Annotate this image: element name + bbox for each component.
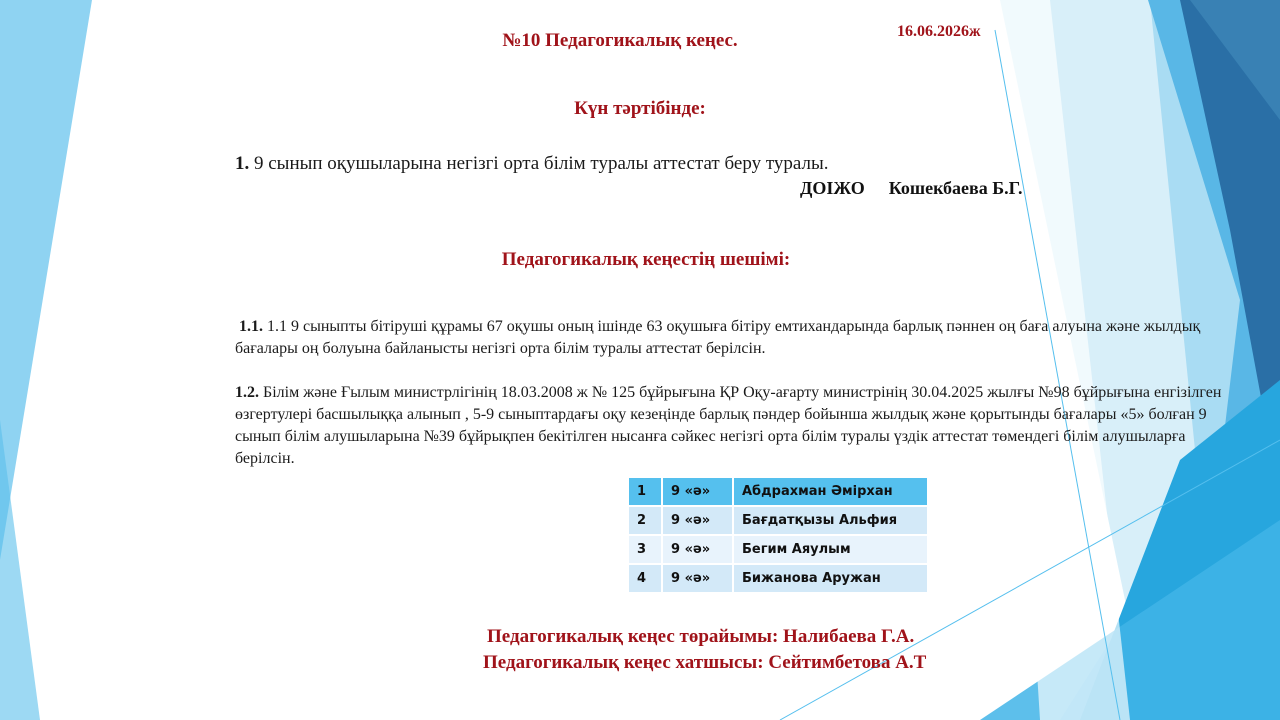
row-class: 9 «ә» bbox=[662, 535, 733, 564]
table-row bbox=[628, 506, 928, 535]
row-class: 9 «ә» bbox=[662, 506, 733, 535]
responsible-org: ДОІЖО bbox=[800, 178, 865, 198]
chair-signature: Педагогикалық кеңес төрайымы: Налибаева Г.А. bbox=[487, 626, 915, 647]
row-student-name: Бегим Аяулым bbox=[733, 535, 928, 564]
secretary-signature: Педагогикалық кеңес хатшысы: Сейтимбетова А.Т bbox=[483, 652, 927, 673]
row-number: 3 bbox=[628, 535, 662, 564]
row-number: 1 bbox=[628, 477, 662, 506]
agenda-item-number: 1. bbox=[235, 153, 250, 174]
row-student-name: Бижанова Аружан bbox=[733, 564, 928, 593]
table-row bbox=[628, 564, 928, 593]
row-student-name: Бағдатқызы Альфия bbox=[733, 506, 928, 535]
decision-heading: Педагогикалық кеңестің шешімі: bbox=[501, 249, 791, 270]
row-class: 9 «ә» bbox=[662, 564, 733, 593]
students-table bbox=[627, 476, 929, 594]
row-number: 2 bbox=[628, 506, 662, 535]
agenda-responsible bbox=[800, 178, 1023, 199]
table-row bbox=[628, 477, 928, 506]
left-blue-triangle bbox=[0, 0, 92, 560]
document-title: №10 Педагогикалық кеңес. bbox=[502, 30, 738, 51]
document-date: 16.06.2026ж bbox=[897, 23, 981, 40]
decision-p1-number: 1.1. bbox=[239, 318, 263, 335]
agenda-item bbox=[235, 153, 828, 175]
table-row bbox=[628, 535, 928, 564]
responsible-person: Кошекбаева Б.Г. bbox=[888, 178, 1023, 198]
decision-paragraph-1 bbox=[235, 316, 1235, 360]
decision-p2-text: Білім және Ғылым министрлігінің 18.03.2008 ж № 125 бұйрығына ҚР Оқу-ағарту министрінің 30.04.2025 жылғы №98 бұйрығына енгізілген өзгертулері басшылыққа алынып , 5-9 сыныптардағы оқу кезеңінде барлық пәндер бойынша жылдық және қорытынды бағалары «5» болған 9 сынып білім алушыларына №39 бұйрықпен бекітілген нысанға сәйкес негізгі орта білім туралы үздік аттестат төмендегі білім алушыларға берілсін. bbox=[235, 384, 1222, 467]
decision-p1-text: 1.1 9 сыныпты бітіруші құрамы 67 оқушы оның ішінде 63 оқушыға бітіру емтихандарында барлық пәннен оң баға алуына және жылдық бағалары оң болуына байланысты негізгі орта білім туралы аттестат берілсін. bbox=[235, 318, 1201, 357]
row-number: 4 bbox=[628, 564, 662, 593]
decision-paragraph-2 bbox=[235, 382, 1235, 470]
row-class: 9 «ә» bbox=[662, 477, 733, 506]
left-blue-triangle-dark bbox=[0, 420, 40, 720]
decision-p2-number: 1.2. bbox=[235, 384, 259, 401]
agenda-item-text: 9 сынып оқушыларына негізгі орта білім туралы аттестат беру туралы. bbox=[249, 153, 829, 174]
agenda-heading: Күн тәртібінде: bbox=[574, 98, 706, 119]
row-student-name: Абдрахман Әмірхан bbox=[733, 477, 928, 506]
